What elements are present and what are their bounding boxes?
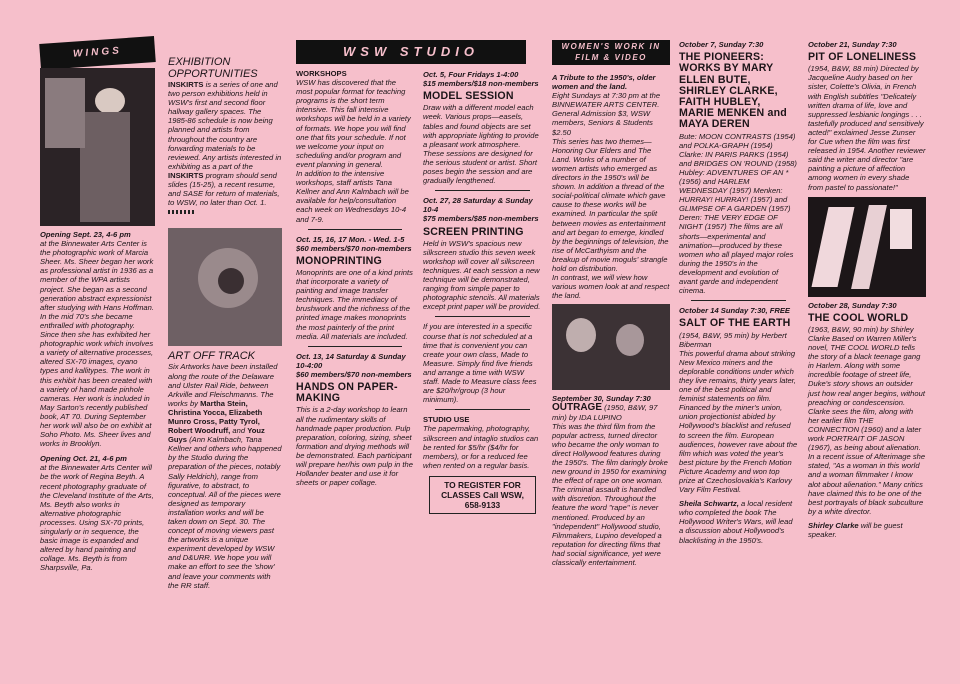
pit-title: PIT OF LONELINESS (808, 51, 917, 64)
papermaking-text: This is a 2-day workshop to learn all the rudimentary skills of handmade paper production. Pulp preparation, coloring, sizing, sheet formation and drying methods will be demonstrated. Each participant will prepare her/his own pulp in the Hollander beater and use it for sheets or paper collage. (296, 405, 413, 488)
art-off-track-heading: ART OFF TRACK (168, 350, 255, 363)
cool-world-film-still (808, 197, 926, 297)
monoprinting-text: Monoprints are one of a kind prints that incorporate a variety of painting and image transfer techniques. The immediacy of brushwork and the richness of the printed image makes monoprints the most painterly of the print media. All materials are included. (296, 267, 413, 341)
opening-sept-text: at the Binnewater Arts Center is the photographic work of Marcia Sheer. Ms. Sheer began her work as professional artist in 1936 as a member of the WPA artists project. She began as a second generation abstract expressionist after studying with Hans Hoffman. In the mid 70's she became enthralled with photography. Since then she has exhibited her photographic work which involves a variety of alternative processes, altered SX-70 images, cyano types and kallitypes. The work in this exhibit has been created with a variety of hand made pinhole cameras. Her work is included in May Sarton's recently published book, AT 70. During September her work will also be on exhibit at Soho Photo. Ms. Sheer lives and works in Brooklyn. (40, 239, 154, 449)
register-box (429, 476, 536, 514)
monoprinting-fee: $60 members/$70 non-members (296, 243, 412, 253)
papermaking-title: HANDS ON PAPER-MAKING (296, 381, 398, 405)
pioneers-date: October 7, Sunday 7:30 (679, 40, 764, 49)
tribute-contrast: In contrast, we will view how various women look at and respect the land. (552, 273, 670, 301)
papermaking-date: Oct. 13, 14 Saturday & Sunday 10-4:00 (296, 351, 406, 370)
inskirts-text: INSKIRTS is a series of one and two person exhibitions held in WSW's first and second floor hallway gallery spaces. The 1985-86 schedule is now being planned and artists from throughout the country are forwarding materials to be reviewed. Any artists interested in exhibiting as a part of the INSKIRTS program should send slides (15-25), a recent resume, and SASE for return of materials, to WSW, no later than Oct. 1. (168, 80, 282, 216)
opening-oct-text: at the Binnewater Arts Center will be the work of Regina Beyth. A recent photography graduate of the Cleveland Institute of the Arts, Ms. Beyth also works in alternative photographic processes. Using SX-70 prints, singularly or in sequence, the basic image is expanded and altered by hand painting and collage. Ms. Beyth is from Sharpsville, Pa. (40, 463, 154, 573)
workshops-heading: WORKSHOPS (296, 69, 347, 78)
guest-speaker-text: Shirley Clarke will be guest speaker. (808, 520, 903, 539)
womens-work-banner: WOMEN'S WORK IN FILM & VIDEO (552, 40, 670, 65)
pit-date: October 21, Sunday 7:30 (808, 40, 897, 49)
divider (435, 316, 530, 317)
model-session-fee: $15 members/$18 non-members (423, 79, 539, 89)
divider (435, 409, 530, 410)
wings-exhibition-banner: WINGS (39, 36, 156, 70)
outrage-film-still (552, 304, 670, 390)
cool-world-date: October 28, Sunday 7:30 (808, 300, 897, 310)
register-text: TO REGISTER FOR CLASSES Call WSW, 658-9133 (441, 479, 524, 510)
model-session-title: MODEL SESSION (423, 90, 514, 103)
art-off-track-photo (168, 228, 282, 346)
papermaking-fee: $60 members/$70 non-members (296, 369, 412, 379)
exhibition-opportunities-heading: EXHIBITION OPPORTUNITIES (168, 56, 258, 80)
workshops-text-2: In addition to the intensive workshops, staff artists Tana Kellner and Ann Kalmbach will be available for help/consultation each week on Wednesdays 10-4 and 7-9. (296, 169, 409, 224)
outrage-header: OUTRAGE (1950, B&W, 97 min) by IDA LUPINO (552, 402, 658, 422)
cool-world-title: THE COOL WORLD (808, 311, 909, 324)
monoprinting-date: Oct. 15, 16, 17 Mon. - Wed. 1-5 (296, 234, 405, 244)
column-film-schedule-2 (808, 40, 926, 678)
column-studio-workshops (423, 40, 542, 678)
studio-use-heading: STUDIO USE (423, 415, 470, 425)
salt-title: SALT OF THE EARTH (679, 317, 791, 330)
schwartz-text: Sheila Schwartz, a local resident who completed the book The Hollywood Writer's Wars, will lead a discussion about Hollywood's blacklisting in the 1950's. (679, 499, 793, 545)
wsw-studio-banner: WSW STUDIO (296, 40, 526, 64)
column-film-schedule (679, 40, 798, 678)
salt-text: This powerful drama about striking New Mexico miners and the deplorable conditions under which they live remains, thirty years later, one of the best political and feminist statements on film. Financed by the miner's union, union projectionist abided by Hollywood's blacklist and refused to screen the film. European audiences, however rave about the film which was voted the year's best picture by the French Motion Picture Academy and won top prize at Czechoslovakia's Karlovy Vary Film Festival. (679, 348, 798, 495)
outrage-text: This was the third film from the popular actress, turned director who became the only woman to direct Hollywood features during the 1950's. The film daringly broke new ground in 1950 for examining the effect of rape on one woman. The criminal assault is handled with discretion. Throughout the feature the word "rape" is never mentioned. Produced by an "independent" Hollywood studio, Filmmakers, Lupino developed a reputation for directing films that had social significance, yet were classically entertainment. (552, 421, 668, 568)
column-exhibition-opportunities (168, 40, 282, 678)
outrage-date: September 30, Sunday 7:30 (552, 394, 651, 404)
tribute-themes: This series has two themes—Honoring Our Elders and The Land. Works of a number of women artists who emerged as directors in the 1950's will be shown. In addition a thread of the social-political climate which gave cause to these works will be examined. In particular the split between movies as entertainment and art began to emerge, kindled by the beginnings of television, the rise of McCarthyism and the breakup of movie moguls' strangle hold on distribution. (552, 136, 669, 273)
screen-printing-text: Held in WSW's spacious new silkscreen studio this seven week workshop will cover all silkscreen techniques. At each session a new technique will be demonstrated, ranging from simple paper to photographic stencils. All materials except print paper will be provided. (423, 238, 541, 312)
salt-meta: (1954, B&W, 95 min) by Herbert Biberman (679, 330, 787, 349)
studio-use-text: The papermaking, photography, silkscreen and intaglio studios can be rented for $5/hr ($4/hr for members), or for a reduced fee when rented on a regular basis. (423, 424, 539, 470)
salt-date: October 14 Sunday 7:30, FREE (679, 306, 790, 316)
opening-oct-heading: Opening Oct. 21, 4-6 pm (40, 454, 127, 464)
model-session-date: Oct. 5, Four Fridays 1-4:00 (423, 70, 519, 79)
divider (308, 229, 402, 230)
workshops-text: WSW has discovered that the most popular format for teaching programs is the short term intensive. This fall intensive workshops will be held in a variety of formats. We hope you will find one that fits your schedule. If not we welcome your input on scheduling and/or program and event planning in general. (296, 78, 411, 169)
screen-printing-date: Oct. 27, 28 Saturday & Sunday 10-4 (423, 196, 533, 215)
art-off-track-text: Six Artworks have been installed along the route of the Delaware and Ulster Rail Ride, between Arkville and Fleischmanns. The works by Martha Stein, Christina Yocca, Elizabeth Munro Cross, Patty Tyrol, Robert Woodruff, and Youz Guys (Ann Kalmbach, Tana Kellner and others who happened by the Studio during the preparation of the pieces, notably Sally Heldrich), range from figurative, to abstract, to conceptual. All of the pieces were designed as temporary installation works and will be taken down on Sept. 30. The concept of moving viewers past the artworks is a unique experiment developed by WSW and D&URR. We hope you will make an effort to see the 'show' and leave your comments with the RR staff. (168, 362, 282, 590)
made-to-measure-text: If you are interested in a specific course that is not scheduled at a time that is convenient you can create your own class, Made to Measure. Simply find five friends and arrange a time with WSW staff. Made to Measure class fees are $20/hr/group (3 hour minimum). (423, 322, 537, 405)
divider (308, 346, 402, 347)
divider (435, 190, 530, 191)
monoprinting-title: MONOPRINTING (296, 254, 382, 267)
exhibition-photo (40, 68, 155, 226)
cool-world-text: (1963, B&W, 90 min) by Shirley Clarke Based on Warren Miller's novel, THE COOL WORLD tells the story of a black teenage gang in Harlem. Along with some incredible footage of street life, Duke's story shows an outsider just how real anger begins, without preaching or condescension. Clarke sees the film, along with her earlier film THE CONNECTION (1960) and a later work PORTRAIT OF JASON (1967), as being about alienation. In a recent issue of Afterimage she stated, "As a woman in this world and a woman filmmaker I know alot about alienation." Many critics have claimed this to be one of the best portrayals of black subculture by a white director. (808, 324, 926, 516)
model-session-text: Draw with a different model each week. Various props—easels, tables and found objects are set with appropriate lighting to provide a pleasant work atmosphere. These sessions are designed for the serious student or artist. Short poses begin the session and are gradually lengthened. (423, 103, 539, 186)
divider (691, 300, 786, 301)
column-womens-film (552, 40, 670, 678)
tribute-admission: Eight Sundays at 7:30 pm at the BINNEWATER ARTS CENTER. General Admission $3, WSW members, Seniors & Students $2.50 (552, 91, 661, 137)
pit-text: (1954, B&W, 88 min) Directed by Jacqueline Audry based on her sister, Colette's Olivia, in French with English subtitles "Delicately written drama of life, love and suppressed lesbianic longings . . . tastefully produced and sensitively acted!" exclaimed Jesse Zunser for Cue when the film was first released in 1954. Another reviewer said the writer and director "are painting a picture of affection among women in every shade from pastel to passionate!" (808, 64, 926, 192)
tribute-heading: A Tribute to the 1950's, older women and the land. (552, 73, 656, 92)
opening-sept-heading: Opening Sept. 23, 4-6 pm (40, 230, 131, 239)
pioneers-title: THE PIONEERS: WORKS BY MARY ELLEN BUTE, SHIRLEY CLARKE, FAITH HUBLEY, MARIE MENKEN and MAYA DEREN (679, 51, 787, 131)
screen-printing-title: SCREEN PRINTING (423, 225, 524, 238)
pioneers-text: Bute: MOON CONTRASTS (1954) and POLKA-GRAPH (1954) Clarke: IN PARIS PARKS (1954) and BRIDGES ON 'ROUND (1958) Hubley: ADVENTURES OF AN * (1956) and HARLEM WEDNESDAY (1957) Menken: HURRAY! HURRAY! (1957) and GLIMPSE OF A GARDEN (1957) Deren: THE VERY EDGE OF NIGHT (1957) The films are all shorts—experimental and animation—produced by these women who all played major roles during the 1950's in the development and evolution of avant garde and independent cinema. (679, 131, 797, 296)
screen-printing-fee: $75 members/$85 non-members (423, 214, 539, 224)
column-wings-exhibition (40, 40, 155, 678)
squiggle-ornament (168, 210, 194, 214)
